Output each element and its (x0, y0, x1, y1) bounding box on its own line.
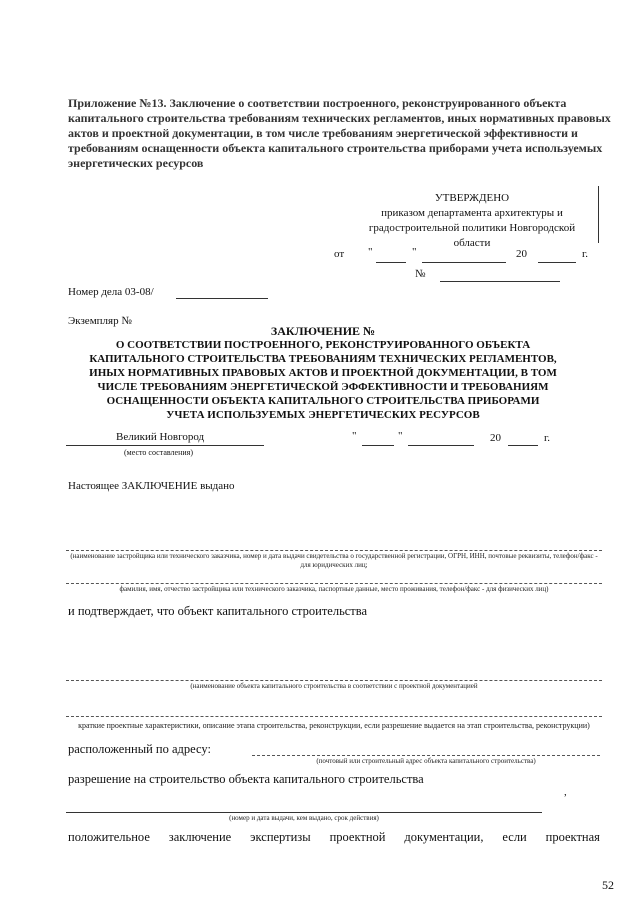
copy-number-label: Экземпляр № (68, 315, 132, 327)
legal-entity-caption: (наименование застройщика или технического заказчика, номер и дата выдачи свидетельства о государственной регистрации, ОГРН, ИНН, почтовые реквизиты, телефон/факс - для юридических лиц; (70, 552, 598, 569)
permit-line (66, 812, 542, 813)
characteristics-line (66, 716, 602, 717)
last-word-3: экспертизы (250, 830, 311, 844)
issued-to-label: Настоящее ЗАКЛЮЧЕНИЕ выдано (68, 480, 235, 492)
characteristics-caption: краткие проектные характеристики, описание этапа строительства, реконструкции, если разрешение выдается на этап строительства, реконструкции) (78, 721, 590, 730)
located-label: расположенный по адресу: (68, 742, 211, 756)
place-month-line (408, 445, 474, 446)
last-text-line (68, 830, 600, 845)
permit-comma: , (564, 786, 567, 798)
approval-line-3: области (453, 237, 491, 249)
approval-quote-open: " (368, 246, 373, 258)
permit-caption: (номер и дата выдачи, кем выдано, срок действия) (229, 814, 379, 822)
approval-side-bar (598, 186, 599, 243)
approval-number-line (440, 281, 560, 282)
approval-line-1: приказом департамента архитектуры и (381, 207, 563, 219)
legal-entity-line (66, 550, 602, 551)
individual-line (66, 583, 602, 584)
object-name-caption: (наименование объекта капитального строительства в соответствии с проектной документацией (190, 682, 478, 690)
place-value: Великий Новгород (116, 431, 205, 443)
conclusion-subtitle: О СООТВЕТСТВИИ ПОСТРОЕННОГО, РЕКОНСТРУИРОВАННОГО ОБЪЕКТА КАПИТАЛЬНОГО СТРОИТЕЛЬСТВА ТРЕБОВАНИЯМ ТЕХНИЧЕСКИХ РЕГЛАМЕНТОВ, ИНЫХ НОРМАТИВНЫХ ПРАВОВЫХ АКТОВ И ПРОЕКТНОЙ ДОКУМЕНТАЦИИ, В ТОМ ЧИСЛЕ ТРЕБОВАНИЯМ ЭНЕРГЕТИЧЕСКОЙ ЭФФЕКТИВНОСТИ И ТРЕБОВАНИЯМ ОСНАЩЕННОСТИ ОБЪЕКТА КАПИТАЛЬНОГО СТРОИТЕЛЬСТВА ПРИБОРАМИ УЧЕТА ИСПОЛЬЗУЕМЫХ ЭНЕРГЕТИЧЕСКИХ РЕСУРСОВ (89, 339, 557, 421)
case-number-line (176, 298, 268, 299)
last-word-7: проектная (545, 830, 600, 844)
place-year: 20 (490, 432, 501, 444)
last-word-2: заключение (168, 830, 232, 844)
appendix-heading: Приложение №13. Заключение о соответствии построенного, реконструированного объекта капитального строительства требованиям технических регламентов, иных нормативных правовых актов и проектной документации, в том числе требованиям энергетической эффективности и требованиям оснащенности объекта капитального строительства приборами учета используемых энергетических ресурсов (68, 96, 611, 170)
confirms-text: и подтверждает, что объект капитального строительства (68, 604, 368, 618)
place-quote-close: " (398, 430, 403, 442)
approval-block (352, 191, 592, 251)
place-year-line (508, 445, 538, 446)
conclusion-heading (88, 324, 558, 422)
place-day-line (362, 445, 394, 446)
approval-day-line (376, 262, 406, 263)
last-word-5: документации, (404, 830, 484, 844)
place-year-suffix: г. (544, 432, 551, 444)
conclusion-title: ЗАКЛЮЧЕНИЕ № (270, 324, 376, 338)
place-line (66, 445, 264, 446)
permit-label: разрешение на строительство объекта капитального строительства (68, 772, 424, 786)
last-word-1: положительное (68, 830, 150, 844)
approval-number-sign: № (415, 268, 426, 280)
approval-year: 20 (516, 248, 527, 260)
last-word-6: если (502, 830, 527, 844)
case-number-label: Номер дела 03-08/ (68, 286, 154, 298)
approval-year-suffix: г. (582, 248, 589, 260)
approval-line-2: градостроительной политики Новгородской (368, 222, 576, 234)
approval-year-line (538, 262, 576, 263)
object-name-line (66, 680, 602, 681)
page-number: 52 (602, 878, 614, 892)
individual-caption: фамилия, имя, отчество застройщика или технического заказчика, паспортные данные, место проживания, телефон/факс - для физических лиц) (119, 585, 549, 593)
address-caption: (почтовый или строительный адрес объекта капитального строительства) (316, 757, 536, 765)
approval-date-prefix: от (334, 248, 345, 260)
approval-month-line (422, 262, 506, 263)
last-word-4: проектной (329, 830, 386, 844)
place-caption: (место составления) (124, 448, 193, 457)
approval-quote-close: " (412, 246, 417, 258)
address-line (252, 755, 600, 756)
approval-title: УТВЕРЖДЕНО (434, 192, 510, 204)
place-quote-open: " (352, 430, 357, 442)
